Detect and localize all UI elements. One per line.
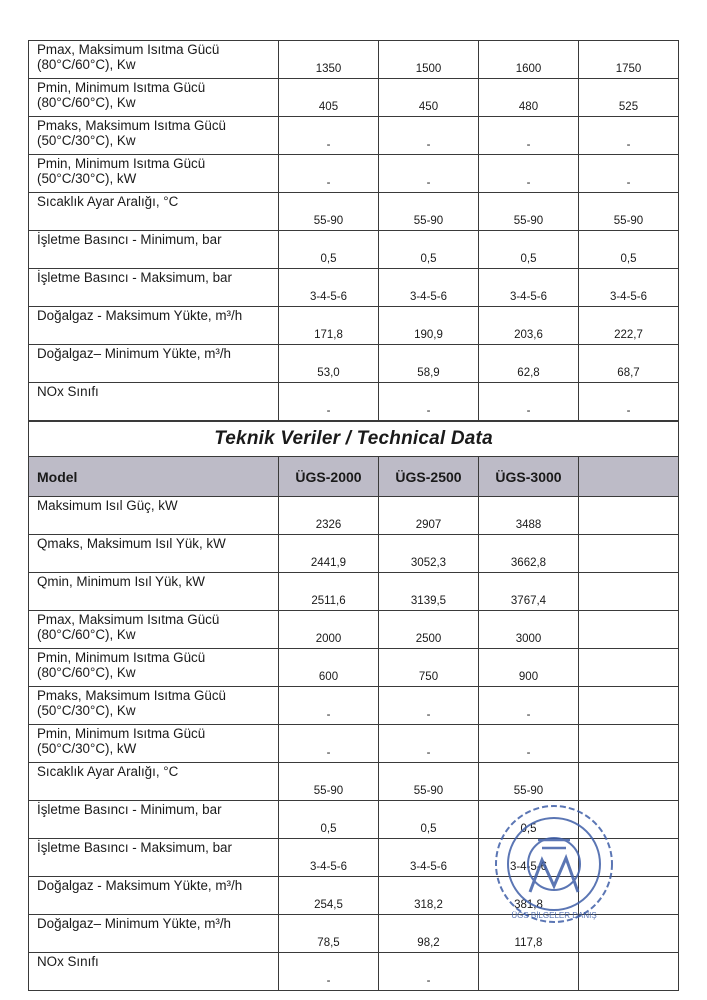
value-cell: -: [279, 953, 379, 991]
row-label: Pmin, Minimum Isıtma Gücü (80°C/60°C), Kw: [29, 649, 279, 687]
row-label: Pmin, Minimum Isıtma Gücü (50°C/30°C), kW: [29, 155, 279, 193]
value-cell: 3052,3: [379, 535, 479, 573]
value-cell: -: [479, 117, 579, 155]
model-header-cell: [579, 457, 679, 497]
table-row: [29, 79, 679, 117]
value-cell: 55-90: [579, 193, 679, 231]
table-row: [29, 155, 679, 193]
value-cell: 1500: [379, 41, 479, 79]
row-label: Pmax, Maksimum Isıtma Gücü (80°C/60°C), Kw: [29, 41, 279, 79]
value-cell: 900: [479, 649, 579, 687]
row-label: Doğalgaz– Minimum Yükte, m³/h: [29, 345, 279, 383]
value-cell: -: [479, 383, 579, 421]
value-cell: 254,5: [279, 877, 379, 915]
value-cell: 525: [579, 79, 679, 117]
row-label: Pmaks, Maksimum Isıtma Gücü (50°C/30°C), Kw: [29, 117, 279, 155]
table-row: [29, 953, 679, 991]
value-cell: 62,8: [479, 345, 579, 383]
model-header-cell: ÜGS-3000: [479, 457, 579, 497]
value-cell: 750: [379, 649, 479, 687]
value-cell: 450: [379, 79, 479, 117]
table-row: [29, 41, 679, 79]
value-cell: [579, 725, 679, 763]
value-cell: 3-4-5-6: [279, 269, 379, 307]
row-label: Doğalgaz - Maksimum Yükte, m³/h: [29, 307, 279, 345]
table-row: [29, 117, 679, 155]
company-seal-stamp: [490, 800, 618, 930]
table-row: [29, 725, 679, 763]
value-cell: [579, 649, 679, 687]
value-cell: -: [279, 155, 379, 193]
value-cell: [579, 763, 679, 801]
value-cell: 1750: [579, 41, 679, 79]
row-label: Sıcaklık Ayar Aralığı, °C: [29, 763, 279, 801]
value-cell: 2511,6: [279, 573, 379, 611]
value-cell: 3-4-5-6: [479, 269, 579, 307]
value-cell: 3-4-5-6: [279, 839, 379, 877]
value-cell: -: [479, 725, 579, 763]
value-cell: -: [579, 155, 679, 193]
table-row: [29, 345, 679, 383]
row-label: NOx Sınıfı: [29, 383, 279, 421]
value-cell: -: [379, 953, 479, 991]
row-label: NOx Sınıfı: [29, 953, 279, 991]
value-cell: 3000: [479, 611, 579, 649]
row-label: Pmaks, Maksimum Isıtma Gücü (50°C/30°C), Kw: [29, 687, 279, 725]
value-cell: [579, 573, 679, 611]
value-cell: -: [379, 383, 479, 421]
value-cell: 0,5: [279, 231, 379, 269]
row-label: Sıcaklık Ayar Aralığı, °C: [29, 193, 279, 231]
row-label: Pmin, Minimum Isıtma Gücü (80°C/60°C), Kw: [29, 79, 279, 117]
model-header-label: Model: [29, 457, 279, 497]
value-cell: 0,5: [279, 801, 379, 839]
value-cell: -: [479, 687, 579, 725]
value-cell: 2441,9: [279, 535, 379, 573]
technical-data-table-1: [28, 40, 679, 421]
value-cell: 55-90: [479, 763, 579, 801]
section-title-row: [29, 422, 679, 457]
value-cell: 381,8: [479, 877, 579, 915]
value-cell: -: [279, 725, 379, 763]
table-row: [29, 231, 679, 269]
table-row: [29, 269, 679, 307]
row-label: Pmin, Minimum Isıtma Gücü (50°C/30°C), kW: [29, 725, 279, 763]
value-cell: 0,5: [479, 801, 579, 839]
value-cell: 3767,4: [479, 573, 579, 611]
value-cell: 2000: [279, 611, 379, 649]
value-cell: -: [379, 687, 479, 725]
value-cell: 222,7: [579, 307, 679, 345]
section-title-text: Teknik Veriler / Technical Data: [214, 428, 493, 449]
value-cell: [579, 611, 679, 649]
value-cell: -: [379, 155, 479, 193]
table-row: [29, 383, 679, 421]
value-cell: -: [579, 117, 679, 155]
value-cell: 203,6: [479, 307, 579, 345]
value-cell: -: [379, 725, 479, 763]
row-label: Qmin, Minimum Isıl Yük, kW: [29, 573, 279, 611]
value-cell: 190,9: [379, 307, 479, 345]
value-cell: 3-4-5-6: [479, 839, 579, 877]
table-row: [29, 573, 679, 611]
table-row: [29, 763, 679, 801]
value-cell: 3-4-5-6: [579, 269, 679, 307]
row-label: Doğalgaz - Maksimum Yükte, m³/h: [29, 877, 279, 915]
table-row: [29, 307, 679, 345]
value-cell: 0,5: [379, 801, 479, 839]
value-cell: -: [479, 155, 579, 193]
row-label: İşletme Basıncı - Maksimum, bar: [29, 839, 279, 877]
value-cell: 117,8: [479, 915, 579, 953]
value-cell: -: [279, 117, 379, 155]
stamp-text: ÜGS BİLGELER DANIŞ: [511, 911, 597, 920]
value-cell: 55-90: [379, 763, 479, 801]
row-label: İşletme Basıncı - Minimum, bar: [29, 801, 279, 839]
value-cell: 480: [479, 79, 579, 117]
value-cell: 58,9: [379, 345, 479, 383]
value-cell: 53,0: [279, 345, 379, 383]
value-cell: -: [279, 687, 379, 725]
table-row: [29, 193, 679, 231]
row-label: Qmaks, Maksimum Isıl Yük, kW: [29, 535, 279, 573]
value-cell: 0,5: [379, 231, 479, 269]
value-cell: 1350: [279, 41, 379, 79]
table-row: [29, 687, 679, 725]
table-row: [29, 535, 679, 573]
row-label: Pmax, Maksimum Isıtma Gücü (80°C/60°C), Kw: [29, 611, 279, 649]
value-cell: [579, 535, 679, 573]
row-label: Maksimum Isıl Güç, kW: [29, 497, 279, 535]
value-cell: [579, 687, 679, 725]
value-cell: [579, 953, 679, 991]
value-cell: 318,2: [379, 877, 479, 915]
value-cell: 55-90: [279, 763, 379, 801]
value-cell: 0,5: [479, 231, 579, 269]
value-cell: 3662,8: [479, 535, 579, 573]
value-cell: 68,7: [579, 345, 679, 383]
value-cell: 3-4-5-6: [379, 839, 479, 877]
value-cell: 600: [279, 649, 379, 687]
value-cell: 78,5: [279, 915, 379, 953]
value-cell: 3-4-5-6: [379, 269, 479, 307]
value-cell: 3488: [479, 497, 579, 535]
value-cell: 3139,5: [379, 573, 479, 611]
value-cell: 171,8: [279, 307, 379, 345]
table-row: [29, 649, 679, 687]
value-cell: 55-90: [279, 193, 379, 231]
model-header-row: [29, 457, 679, 497]
value-cell: 98,2: [379, 915, 479, 953]
table-row: [29, 497, 679, 535]
value-cell: 2326: [279, 497, 379, 535]
value-cell: 405: [279, 79, 379, 117]
model-header-cell: ÜGS-2500: [379, 457, 479, 497]
row-label: Doğalgaz– Minimum Yükte, m³/h: [29, 915, 279, 953]
table-row: [29, 611, 679, 649]
value-cell: [579, 497, 679, 535]
value-cell: 2907: [379, 497, 479, 535]
value-cell: 2500: [379, 611, 479, 649]
value-cell: -: [579, 383, 679, 421]
row-label: İşletme Basıncı - Minimum, bar: [29, 231, 279, 269]
value-cell: 1600: [479, 41, 579, 79]
value-cell: [479, 953, 579, 991]
value-cell: -: [379, 117, 479, 155]
value-cell: 55-90: [479, 193, 579, 231]
model-header-cell: ÜGS-2000: [279, 457, 379, 497]
row-label: İşletme Basıncı - Maksimum, bar: [29, 269, 279, 307]
section-title: [29, 422, 679, 457]
value-cell: 0,5: [579, 231, 679, 269]
value-cell: 55-90: [379, 193, 479, 231]
value-cell: -: [279, 383, 379, 421]
